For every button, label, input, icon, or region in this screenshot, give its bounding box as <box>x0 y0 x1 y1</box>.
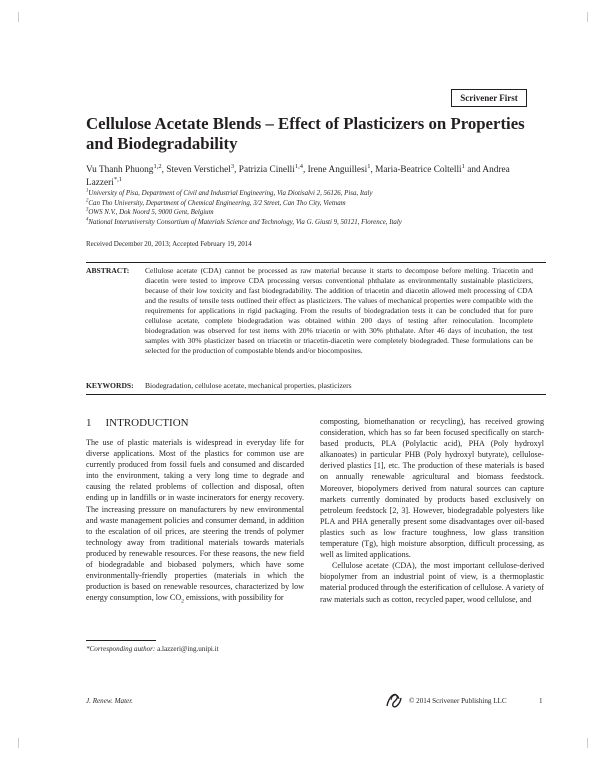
received-date-line: Received December 20, 2013; Accepted February 19, 2014 <box>86 240 252 248</box>
keywords-label: KEYWORDS: <box>86 381 134 390</box>
crop-mark-top-right <box>578 12 588 22</box>
abstract-text: Cellulose acetate (CDA) cannot be processed as raw material because it starts to decompose before melting. Triacetin and diacetin were tested to improve CDA processing versus conventional phthalate as environmentally sustainable plasticizers, because of their low toxicity and fast biodegradability. The addition of triacetin and diacetin allowed melt processing of CDA and the results of tensile tests outlined their effect as plasticizers. The values of mechanical properties were compatible with the requirements for applications in rigid packaging. From the results of biodegradation tests it can be concluded that for pure cellulose acetate, complete biodegradation was obtained within 200 days of testing after reinoculation. Incomplete biodegradation was observed for test items with 20% triacetin or with 30% phthalate. After 46 days of incubation, the test samples with 30% plasticizer based on triacetin or triacetin-diacetin were completely biodegraded. These formulations can be selected for the production of compostable blends and/or biocomposites. <box>145 266 533 355</box>
corresponding-author-footnote <box>86 645 219 653</box>
keywords-bottom-rule <box>86 394 546 395</box>
section-number: 1 <box>86 417 92 429</box>
section-title: INTRODUCTION <box>105 417 189 429</box>
paper-title: Cellulose Acetate Blends – Effect of Plasticizers on Properties and Biodegradability <box>86 114 525 153</box>
body-right-column <box>320 416 544 605</box>
body-right-paragraph-2: Cellulose acetate (CDA), the most important cellulose-derived biopolymer from an industrial point of view, is a thermoplastic material produced through the esterification of cellulose. A variety of raw materials such as cotton, recycled paper, wood cellulose, and <box>320 561 544 604</box>
body-left-column: The use of plastic materials is widespread in everyday life for diverse applications. Most of the plastics for common use are currently produced from fossil fuels and consumed and discarded into the environment, taking a very long time to degrade and causing the related problems of collection and disposal, often ending up in landfills or in waste incinerators for energy recovery. The increasing pressure on manufacturers by new environmental and waste management policies and consumer demand, in addition to the escalation of oil prices, are steering the trends of polymer technology away from traditional materials towards materials produced by renewable resources. For these reasons, the new field of biodegradable and biobased polymers, which have some environmentally-friendly properties (materials in which the production is based on renewable resources, characterized by low energy consumption, low $CO_2$ emissions, with possibility for <box>86 438 304 605</box>
copyright-notice: © 2014 Scrivener Publishing LLC <box>409 697 507 705</box>
abstract-label: ABSTRACT: <box>86 266 130 275</box>
abstract-top-rule <box>86 262 546 263</box>
affiliation-item: $^1$University of Pisa, Department of Civil and Industrial Engineering, Via Diotisalvi 2, 56126, Pisa, Italy <box>86 188 373 197</box>
page-number: 1 <box>539 697 543 705</box>
footnote-rule <box>86 640 156 641</box>
keywords-text: Biodegradation, cellulose acetate, mechanical properties, plasticizers <box>145 381 352 390</box>
section-heading <box>86 417 189 429</box>
crop-mark-bottom-left <box>18 738 28 748</box>
journal-name: J. Renew. Mater. <box>86 697 133 705</box>
scrivener-logo-icon <box>383 690 405 710</box>
affiliation-item: $^4$National Interuniversity Consortium of Materials Science and Technology, Via G. Giusti 9, 50121, Florence, Italy <box>86 217 402 226</box>
affiliation-item: $^2$Can Tho University, Department of Chemical Engineering, 3/2 Street, Can Tho City, Vietnam <box>86 198 346 207</box>
scrivener-first-badge: Scrivener First <box>451 89 527 107</box>
crop-mark-bottom-right <box>578 738 588 748</box>
crop-mark-top-left <box>18 12 28 22</box>
footnote-label: *Corresponding author: <box>86 645 156 653</box>
affiliation-list <box>86 189 556 227</box>
affiliation-item: $^3$OWS N.V., Dok Noord 5, 9000 Gent, Belgium <box>86 207 214 216</box>
body-right-paragraph-1: composting, biomethanation or recycling), has received growing consideration, which has so far been focused specifically on starch-based products, PLA (Polylactic acid), PHA (Poly hydroxyl alkanoates) in particular PHB (Poly hydroxyl butyrate), cellulose-derived plastics [1], etc. The production of these materials is based on annually renewable agricultural and biomass feedstock. Moreover, biopolymers derived from natural sources can capture markets currently dominated by products based exclusively on petroleum feedstock [2, 3]. However, biodegradable polyesters like PLA and PHA generally present some disadvantages over oil-based plastics such as low fracture toughness, low glass transition temperature (Tg), high moisture absorption, difficult processing, as well as limited applications. <box>320 417 544 560</box>
footnote-email[interactable]: a.lazzeri@ing.unipi.it <box>157 645 219 653</box>
author-list: Vu Thanh Phuong$^{1,2}$, Steven Verstichel$^3$, Patrizia Cinelli$^{1,4}$, Irene Anguillesi$^1$, Maria-Beatrice Coltelli$^1$ and Andrea Lazzeri$^{*,1}$ <box>86 162 510 188</box>
